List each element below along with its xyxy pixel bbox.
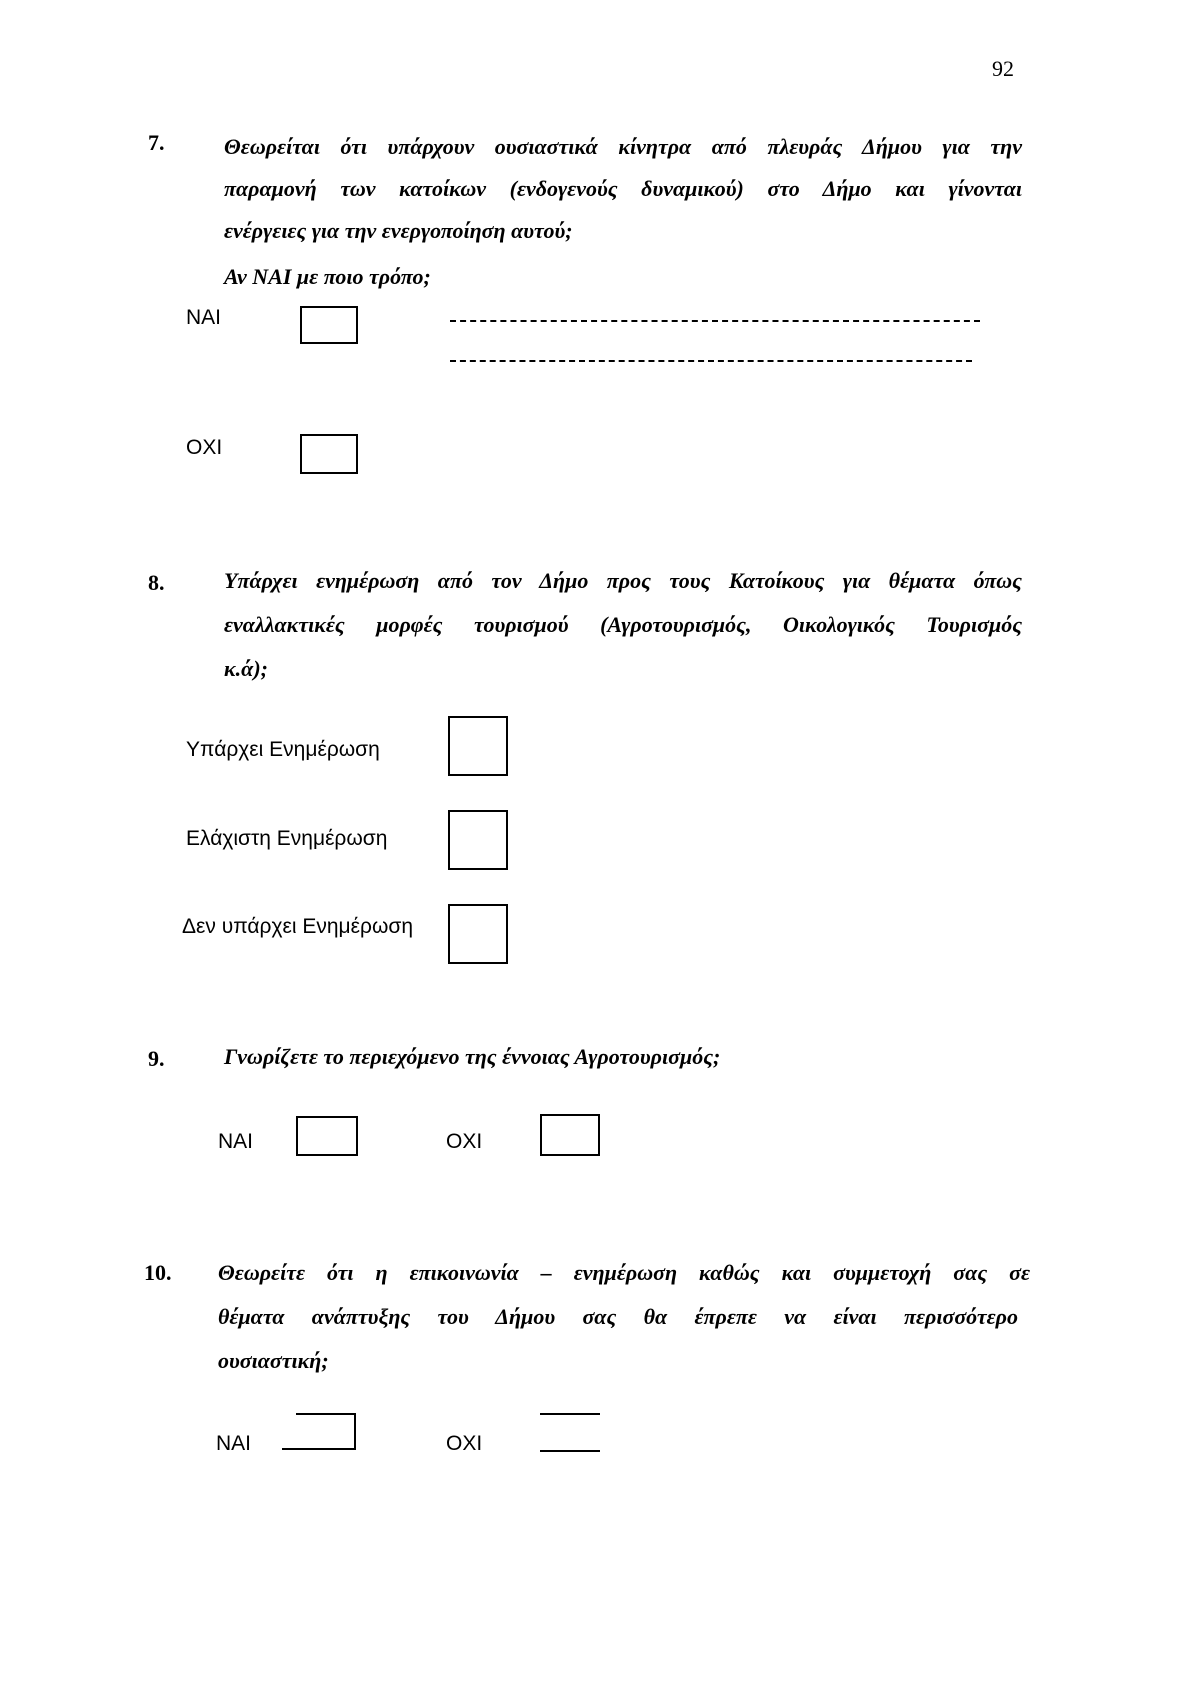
- no-label: ΟΧΙ: [186, 436, 223, 459]
- question-text-line: Θεωρείτε ότι η επικοινωνία – ενημέρωση καθώς και συμμετοχή σας σε: [218, 1260, 1030, 1285]
- option-checkbox[interactable]: [448, 810, 508, 870]
- option-label: Υπάρχει Ενημέρωση: [186, 738, 380, 761]
- question-text-line: Υπάρχει ενημέρωση από τον Δήμο προς τους Κατοίκους για θέματα όπως: [224, 568, 1022, 593]
- no-checkbox[interactable]: [540, 1114, 600, 1156]
- question-text: Γνωρίζετε το περιεχόμενο της έννοιας Αγροτουρισμός;: [224, 1044, 721, 1069]
- option-label: Ελάχιστη Ενημέρωση: [186, 827, 388, 850]
- yes-checkbox[interactable]: [300, 306, 358, 344]
- question-text-line: ενέργειες για την ενεργοποίηση αυτού;: [224, 218, 573, 243]
- option-checkbox[interactable]: [448, 904, 508, 964]
- question-text-line: εναλλακτικές μορφές τουρισμού (Αγροτουρισμός, Οικολογικός Τουρισμός: [224, 612, 1022, 637]
- answer-line[interactable]: [450, 320, 980, 322]
- page-number: 92: [992, 56, 1014, 81]
- question-number: 10.: [144, 1260, 172, 1285]
- question-number: 7.: [148, 130, 165, 155]
- no-label: ΟΧΙ: [446, 1432, 483, 1455]
- yes-label: ΝΑΙ: [216, 1432, 252, 1455]
- question-text-line: Θεωρείται ότι υπάρχουν ουσιαστικά κίνητρα από πλευράς Δήμου για την: [224, 134, 1022, 159]
- yes-checkbox[interactable]: [296, 1116, 358, 1156]
- question-text-line: παραμονή των κατοίκων (ενδογενούς δυναμικού) στο Δήμο και γίνονται: [224, 176, 1022, 201]
- question-text-line: θέματα ανάπτυξης του Δήμου σας θα έπρεπε να είναι περισσότερο: [218, 1304, 1018, 1329]
- no-label: ΟΧΙ: [446, 1130, 483, 1153]
- question-text-line: κ.ά);: [224, 656, 268, 681]
- question-number: 9.: [148, 1046, 165, 1071]
- yes-label: ΝΑΙ: [218, 1130, 254, 1153]
- question-text-line: Αν ΝΑΙ με ποιο τρόπο;: [224, 264, 431, 289]
- option-checkbox[interactable]: [448, 716, 508, 776]
- question-number: 8.: [148, 570, 165, 595]
- question-text-line: ουσιαστική;: [218, 1348, 329, 1373]
- no-checkbox[interactable]: [300, 434, 358, 474]
- yes-label: ΝΑΙ: [186, 306, 222, 329]
- answer-line[interactable]: [450, 360, 972, 362]
- option-label: Δεν υπάρχει Ενημέρωση: [182, 915, 413, 938]
